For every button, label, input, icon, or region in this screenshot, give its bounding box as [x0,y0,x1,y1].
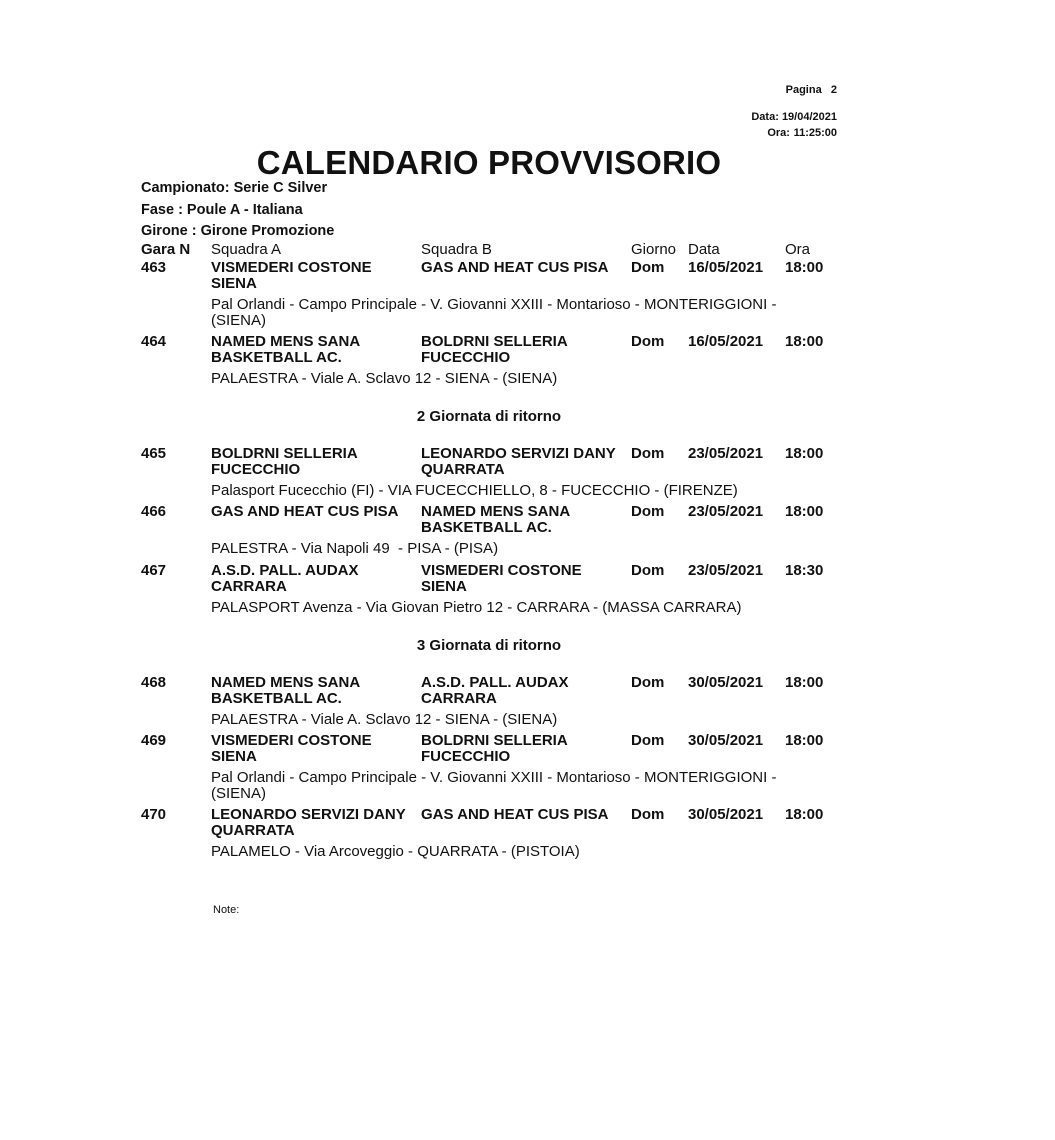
page-title: CALENDARIO PROVVISORIO [256,144,722,181]
game-date: 30/05/2021 [688,732,764,749]
game-number: 466 [141,503,167,520]
venue: Palasport Fucecchio (FI) - VIA FUCECCHIELLO, 8 - FUCECCHIO - (FIRENZE) [211,482,738,499]
game-date: 16/05/2021 [688,333,764,350]
championship-info: Campionato: Serie C Silver [141,180,328,196]
game-time: 18:00 [785,259,824,276]
game-day: Dom [631,806,665,823]
venue: Pal Orlandi - Campo Principale - V. Giovanni XXIII - Montarioso - MONTERIGGIONI - (SIENA) [211,296,777,329]
game-day: Dom [631,732,665,749]
col-header-giorno: Giorno [631,241,677,258]
game-day: Dom [631,445,665,462]
game-date: 23/05/2021 [688,562,764,579]
team-a: VISMEDERI COSTONE SIENA [211,732,372,765]
game-day: Dom [631,674,665,691]
game-date: 30/05/2021 [688,806,764,823]
print-time [767,127,837,139]
game-time: 18:30 [785,562,824,579]
game-day: Dom [631,503,665,520]
team-a: VISMEDERI COSTONE SIENA [211,259,372,292]
game-day: Dom [631,333,665,350]
print-time-label: Ora: [767,127,790,139]
venue: PALASPORT Avenza - Via Giovan Pietro 12 - CARRARA - (MASSA CARRARA) [211,599,742,616]
team-a: NAMED MENS SANA BASKETBALL AC. [211,333,360,366]
game-time: 18:00 [785,503,824,520]
venue: PALAESTRA - Viale A. Sclavo 12 - SIENA - (SIENA) [211,711,558,728]
notes-label: Note: [213,904,240,916]
group-info: Girone : Girone Promozione [141,223,335,239]
print-date-value: 19/04/2021 [781,111,837,123]
col-header-squadra-b: Squadra B [421,241,492,258]
team-b: LEONARDO SERVIZI DANY QUARRATA [421,445,616,478]
team-a: GAS AND HEAT CUS PISA [211,503,399,520]
page-number [786,84,837,96]
game-date: 23/05/2021 [688,503,764,520]
game-number: 470 [141,806,167,823]
game-time: 18:00 [785,445,824,462]
col-header-gara: Gara N [141,241,191,258]
game-time: 18:00 [785,674,824,691]
col-header-ora: Ora [785,241,811,258]
page-number-value: 2 [830,84,837,96]
game-number: 464 [141,333,167,350]
round-heading: 2 Giornata di ritorno [416,408,562,425]
game-number: 469 [141,732,167,749]
print-date-label: Data: [751,111,779,123]
print-time-value: 11:25:00 [793,127,837,139]
game-time: 18:00 [785,806,824,823]
game-day: Dom [631,562,665,579]
team-a: BOLDRNI SELLERIA FUCECCHIO [211,445,358,478]
team-a: LEONARDO SERVIZI DANY QUARRATA [211,806,406,839]
game-number: 465 [141,445,167,462]
team-b: VISMEDERI COSTONE SIENA [421,562,582,595]
game-date: 30/05/2021 [688,674,764,691]
team-a: A.S.D. PALL. AUDAX CARRARA [211,562,359,595]
col-header-squadra-a: Squadra A [211,241,282,258]
game-number: 467 [141,562,167,579]
col-header-data: Data [688,241,720,258]
team-b: A.S.D. PALL. AUDAX CARRARA [421,674,569,707]
venue: PALESTRA - Via Napoli 49 - PISA - (PISA) [211,540,499,557]
game-date: 16/05/2021 [688,259,764,276]
venue: PALAESTRA - Viale A. Sclavo 12 - SIENA - (SIENA) [211,370,558,387]
team-b: GAS AND HEAT CUS PISA [421,259,609,276]
team-b: GAS AND HEAT CUS PISA [421,806,609,823]
team-b: NAMED MENS SANA BASKETBALL AC. [421,503,570,536]
game-number: 463 [141,259,167,276]
game-time: 18:00 [785,333,824,350]
round-heading: 3 Giornata di ritorno [416,637,562,654]
team-b: BOLDRNI SELLERIA FUCECCHIO [421,732,568,765]
game-time: 18:00 [785,732,824,749]
print-date [751,111,837,123]
venue: Pal Orlandi - Campo Principale - V. Giovanni XXIII - Montarioso - MONTERIGGIONI - (SIENA) [211,769,777,802]
phase-info: Fase : Poule A - Italiana [141,202,303,218]
game-date: 23/05/2021 [688,445,764,462]
team-a: NAMED MENS SANA BASKETBALL AC. [211,674,360,707]
page-label: Pagina [785,84,822,96]
game-day: Dom [631,259,665,276]
venue: PALAMELO - Via Arcoveggio - QUARRATA - (PISTOIA) [211,843,580,860]
game-number: 468 [141,674,167,691]
team-b: BOLDRNI SELLERIA FUCECCHIO [421,333,568,366]
